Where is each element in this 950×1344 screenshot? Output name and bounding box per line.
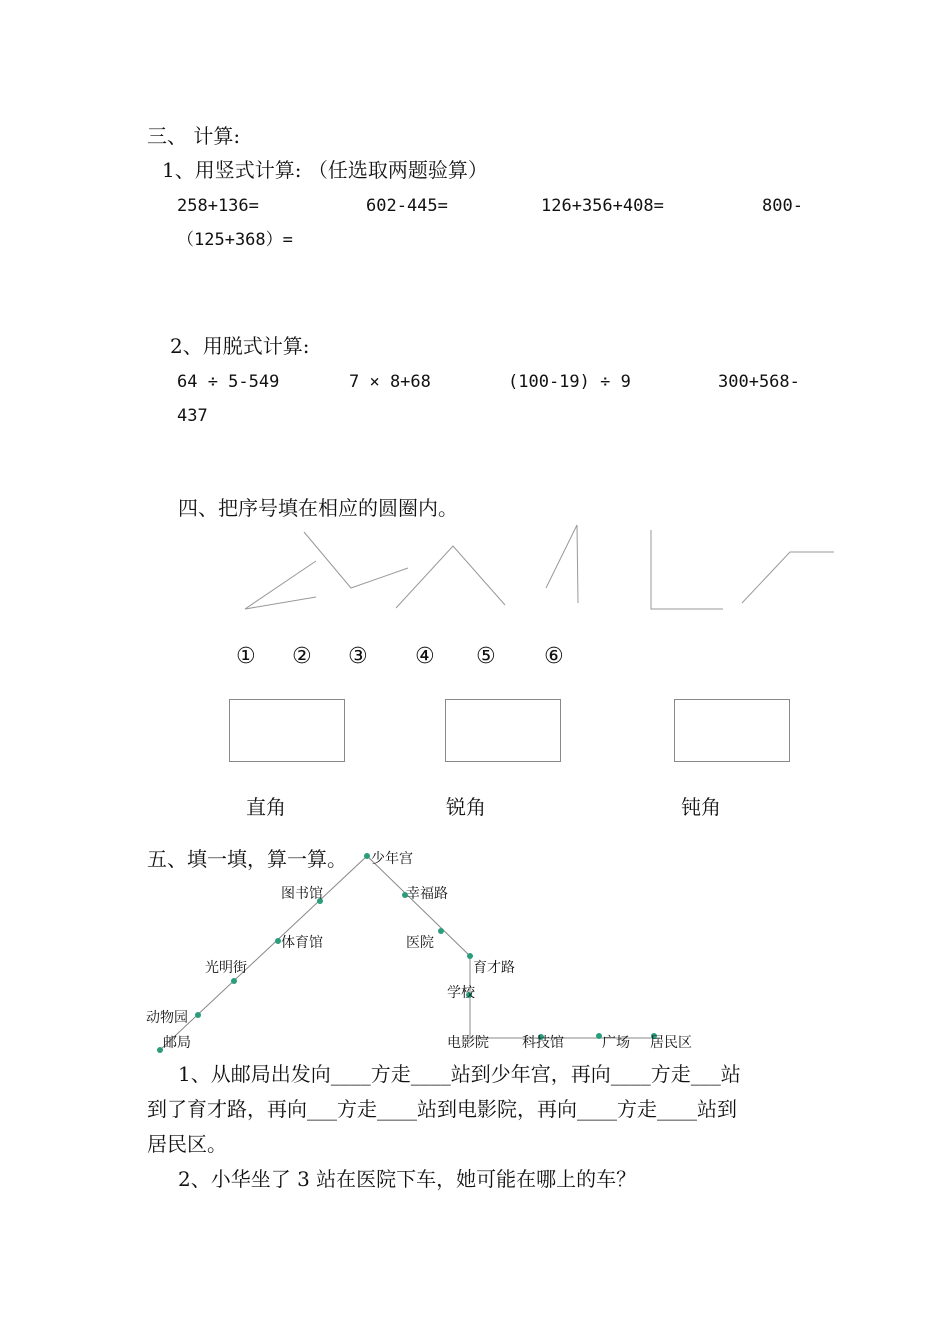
q2-item-4: 300+568- (718, 372, 800, 392)
station-kejiguan: 科技馆 (522, 1035, 564, 1051)
station-tiyuguan: 体育馆 (281, 935, 323, 951)
station-xingfulu: 幸福路 (406, 886, 448, 902)
q1-item-2: 602-445= (366, 196, 448, 216)
q2-item-3: (100-19) ÷ 9 (508, 372, 631, 392)
angle-number-4: ④ (415, 644, 435, 669)
q5-2: 2、小华坐了 3 站在医院下车，她可能在哪上的车？ (178, 1167, 637, 1191)
station-yiyuan: 医院 (406, 935, 434, 951)
angle-number-3: ③ (348, 644, 368, 669)
station-xuexiao: 学校 (447, 985, 475, 1001)
route-dots (157, 853, 657, 1053)
angle-1 (245, 561, 316, 609)
angle-3 (396, 546, 505, 608)
angle-number-5: ⑤ (476, 644, 496, 669)
station-dianyingyuan: 电影院 (447, 1035, 489, 1051)
q1-item-1: 258+136= (177, 196, 259, 216)
angle-number-2: ② (292, 644, 312, 669)
q5-1-line-1: 1、从邮局出发向____方走____站到少年宫，再向____方走___站 (178, 1062, 741, 1086)
answer-box-right-angle[interactable] (229, 699, 345, 762)
station-tushuguan: 图书馆 (281, 886, 323, 902)
q1-item-4: 800- (762, 196, 803, 216)
label-obtuse-angle: 钝角 (681, 795, 721, 819)
q1-title: 1、用竖式计算: （任选取两题验算） (162, 158, 488, 182)
station-jumingu: 居民区 (650, 1035, 692, 1051)
station-dongwuyuan: 动物园 (146, 1010, 188, 1026)
q2-item-5: 437 (177, 406, 208, 426)
station-guangchang: 广场 (602, 1035, 630, 1051)
angle-number-1: ① (236, 644, 256, 669)
angle-6 (742, 552, 834, 603)
answer-box-obtuse-angle[interactable] (674, 699, 790, 762)
q5-1-line-3: 居民区。 (147, 1132, 227, 1156)
station-guangmingjie: 光明街 (205, 960, 247, 976)
section-5-title: 五、填一填，算一算。 (147, 847, 347, 871)
q5-1-line-2: 到了育才路，再向___方走____站到电影院，再向____方走____站到 (147, 1097, 737, 1121)
label-right-angle: 直角 (246, 795, 286, 819)
section-3-title: 三、 计算: (147, 124, 241, 148)
angle-2 (304, 532, 408, 588)
q2-item-1: 64 ÷ 5-549 (177, 372, 280, 392)
station-youju: 邮局 (163, 1035, 191, 1051)
q1-item-3: 126+356+408= (541, 196, 664, 216)
angle-4 (546, 525, 578, 603)
answer-box-acute-angle[interactable] (445, 699, 561, 762)
q2-title: 2、用脱式计算: (170, 334, 310, 358)
section-4-title: 四、把序号填在相应的圆圈内。 (178, 496, 458, 520)
angle-number-6: ⑥ (544, 644, 564, 669)
station-shaoniangong: 少年宫 (371, 851, 413, 867)
label-acute-angle: 锐角 (446, 795, 486, 819)
angle-5 (651, 530, 723, 609)
q2-item-2: 7 × 8+68 (349, 372, 431, 392)
station-yucailu: 育才路 (473, 960, 515, 976)
q1-item-5: （125+368）= (177, 230, 293, 250)
